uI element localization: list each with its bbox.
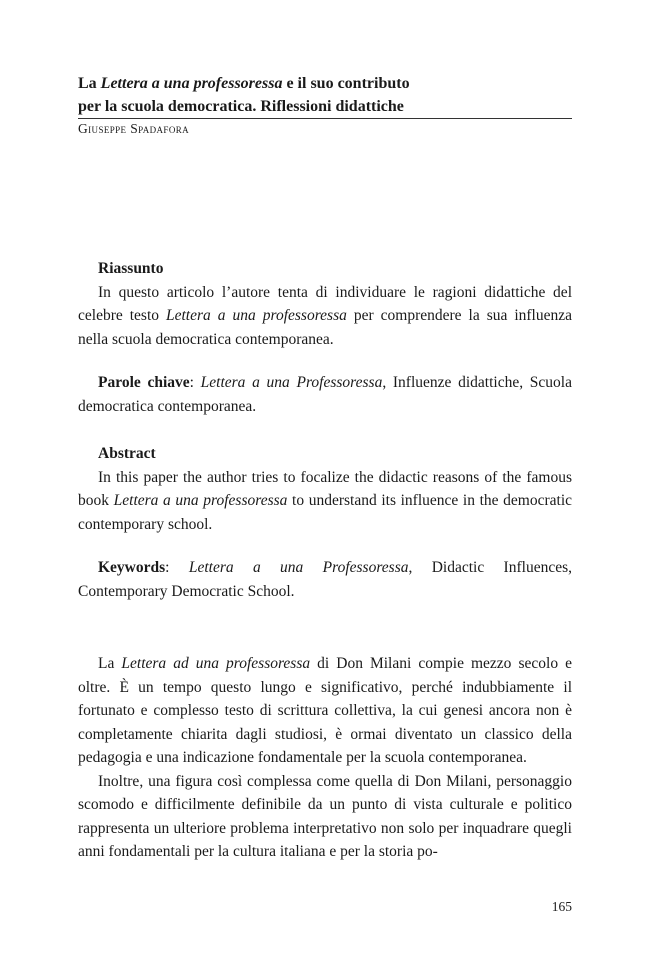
keywords-label: Keywords [98,559,166,576]
keywords-section [78,556,572,603]
parole-chiave-section [78,371,572,418]
title-text: e il suo contributo [282,75,410,92]
abstract-section [78,442,572,536]
abstract-heading: Abstract [98,445,156,462]
parole-chiave-label: Parole chiave [98,374,190,391]
page-number: 165 [551,899,572,914]
title-line-1 [78,72,572,95]
title-italic-text: Lettera a una professoressa [100,75,283,92]
riassunto-text: In questo articolo l’autore tenta di individuare le ragioni didattiche del celebre testo Lettera a una professoressa per comprendere la sua influenza nella scuola democratica contemporanea. [78,283,573,348]
author-name: Giuseppe Spadafora [78,121,190,136]
body-paragraph-1: La Lettera ad una professoressa di Don Milani compie mezzo secolo e oltre. È un tempo questo lungo e significativo, perché indubbiamente il fortunato e complesso testo di scrittura collettiva, la cui genesi ancora non è completamente chiarita dagli studiosi, è ormai diventato un classico della pedagogia e una indicazione fondamentale per la scuola contemporanea. [78,655,572,766]
keywords-text: Keywords: Lettera a una Professoressa, Didactic Influences, Contemporary Democratic School. [78,559,572,600]
abstract-text: In this paper the author tries to focalize the didactic reasons of the famous book Lettera a una professoressa to understand its influence in the democratic contemporary school. [78,468,573,533]
title-line-2: per la scuola democratica. Riflessioni didattiche [78,98,404,115]
title-divider [78,118,572,119]
riassunto-section [78,257,572,351]
riassunto-heading: Riassunto [98,260,164,277]
parole-chiave-text: Parole chiave: Lettera a una Professoressa, Influenze didattiche, Scuola democratica contemporanea. [78,374,572,415]
body-text [78,652,572,864]
article-title [78,72,572,118]
body-paragraph-2: Inoltre, una figura così complessa come quella di Don Milani, personaggio scomodo e difficilmente definibile da un punto di vista culturale e politico rappresenta un ulteriore problema interpretativo non solo per inquadrare quegli anni fondamentali per la cultura italiana e per la storia po- [78,772,572,860]
title-text: La [78,75,101,92]
